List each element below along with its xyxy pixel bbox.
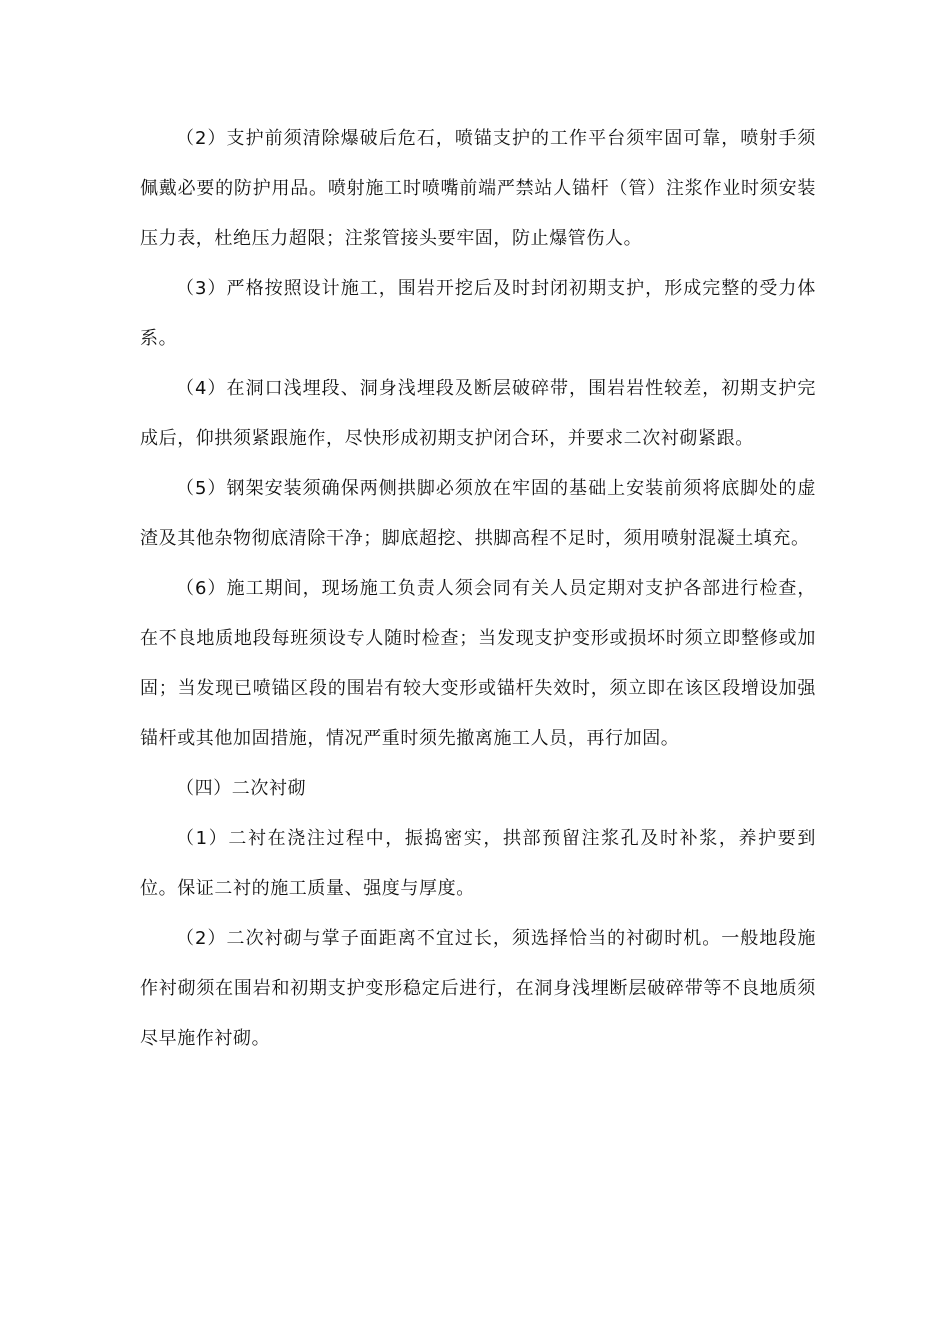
paragraph-support-3: （3）严格按照设计施工，围岩开挖后及时封闭初期支护，形成完整的受力体系。: [140, 278, 816, 349]
paragraph-support-4: （4）在洞口浅埋段、洞身浅埋段及断层破碎带，围岩岩性较差，初期支护完成后，仰拱须紧跟施作，尽快形成初期支护闭合环，并要求二次衬砌紧跟。: [140, 378, 816, 449]
section-heading-secondary-lining: （四）二次衬砌: [176, 778, 307, 799]
paragraph-lining-2: （2）二次衬砌与掌子面距离不宜过长，须选择恰当的衬砌时机。一般地段施作衬砌须在围岩和初期支护变形稳定后进行，在洞身浅埋断层破碎带等不良地质须尽早施作衬砌。: [140, 928, 816, 1049]
document-body: [140, 114, 816, 1064]
paragraph-support-5: （5）钢架安装须确保两侧拱脚必须放在牢固的基础上安装前须将底脚处的虚渣及其他杂物彻底清除干净；脚底超挖、拱脚高程不足时，须用喷射混凝土填充。: [140, 478, 816, 549]
paragraph-support-6: （6）施工期间，现场施工负责人须会同有关人员定期对支护各部进行检查，在不良地质地段每班须设专人随时检查；当发现支护变形或损坏时须立即整修或加固；当发现已喷锚区段的围岩有较大变形或锚杆失效时，须立即在该区段增设加强锚杆或其他加固措施，情况严重时须先撤离施工人员，再行加固。: [140, 578, 816, 749]
paragraph-lining-1: （1）二衬在浇注过程中，振捣密实，拱部预留注浆孔及时补浆，养护要到位。保证二衬的施工质量、强度与厚度。: [140, 828, 816, 899]
paragraph-support-2: （2）支护前须清除爆破后危石，喷锚支护的工作平台须牢固可靠，喷射手须佩戴必要的防护用品。喷射施工时喷嘴前端严禁站人锚杆（管）注浆作业时须安装压力表，杜绝压力超限；注浆管接头要牢固，防止爆管伤人。: [140, 128, 816, 249]
